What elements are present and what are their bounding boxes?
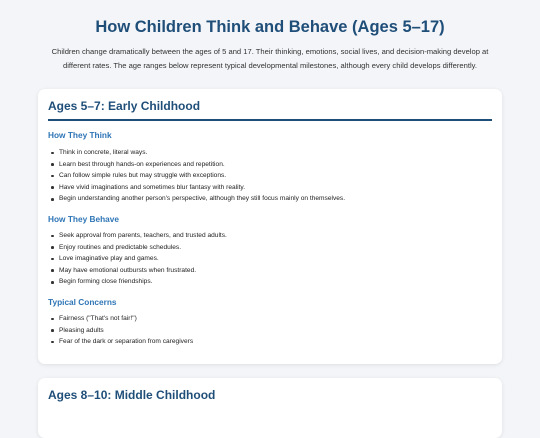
think-list [48,147,488,205]
behave-list [48,230,488,288]
list-item: Begin understanding another person's perspective, although they still focus mainly on themselves. [48,193,488,205]
section-title: Ages 5–7: Early Childhood [48,99,492,121]
list-item: Think in concrete, literal ways. [48,147,488,159]
think-heading: How They Think [48,130,112,140]
behave-heading: How They Behave [48,214,120,224]
list-item: Fear of the dark or separation from caregivers [48,336,488,348]
section-card-early-childhood [38,89,502,364]
list-item: Seek approval from parents, teachers, and trusted adults. [48,230,488,242]
list-item: Pleasing adults [48,325,488,337]
concerns-list [48,313,488,348]
list-item: Can follow simple rules but may struggle with exceptions. [48,170,488,182]
list-item: Fairness ("That's not fair!") [48,313,488,325]
list-item: Enjoy routines and predictable schedules. [48,242,488,254]
intro-paragraph: Children change dramatically between the ages of 5 and 17. Their thinking, emotions, social lives, and decision-making develop at different rates. The age ranges below represent typical developmental milestones, although every child develops differently. [51,47,489,70]
concerns-heading: Typical Concerns [48,297,117,307]
list-item: Love imaginative play and games. [48,253,488,265]
list-item: Learn best through hands-on experiences and repetition. [48,159,488,171]
page-title: How Children Think and Behave (Ages 5–17) [95,18,445,36]
list-item: Have vivid imaginations and sometimes blur fantasy with reality. [48,182,488,194]
section-card-middle-childhood [38,378,502,438]
section-title: Ages 8–10: Middle Childhood [48,388,216,402]
list-item: Begin forming close friendships. [48,276,488,288]
list-item: May have emotional outbursts when frustrated. [48,265,488,277]
